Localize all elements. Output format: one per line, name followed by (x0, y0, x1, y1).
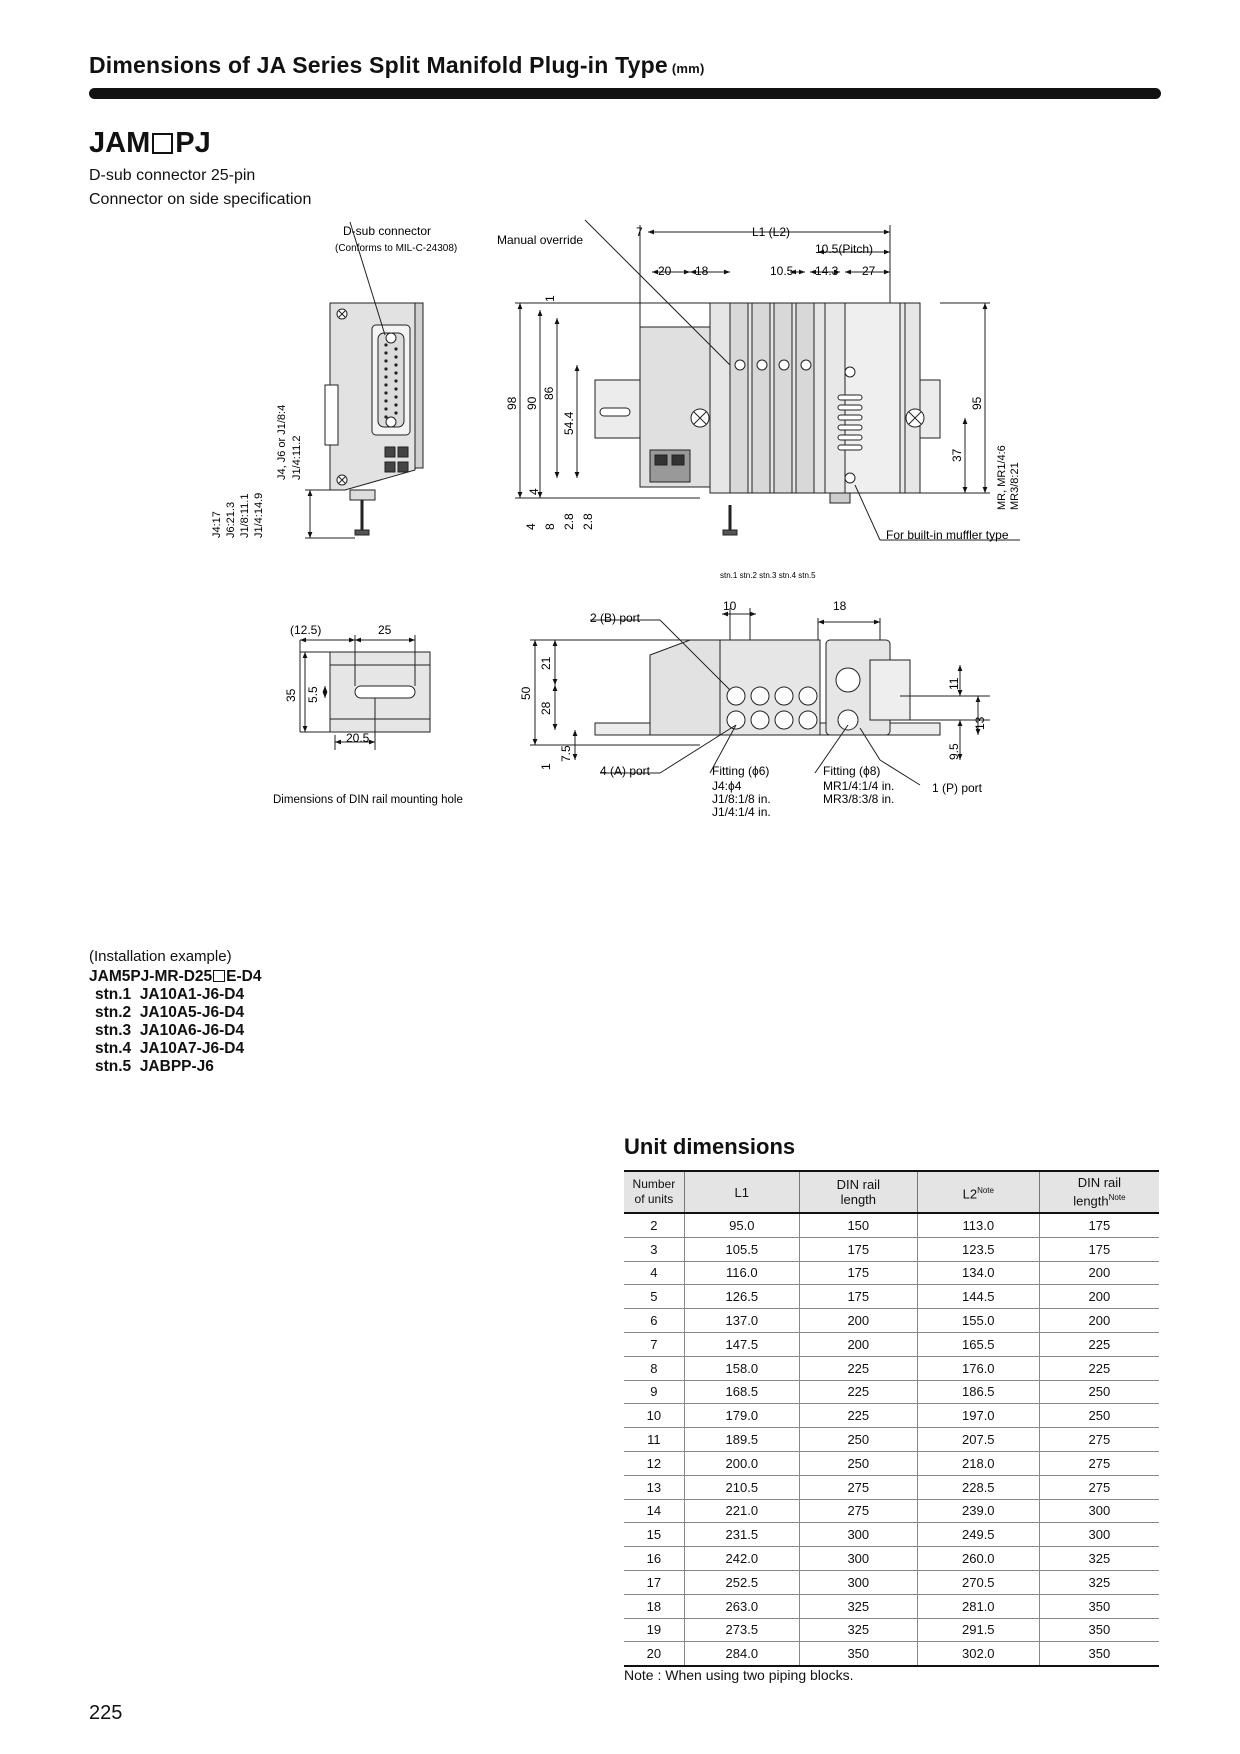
table-cell: 18 (624, 1594, 684, 1618)
dim-side-b: J1/4:11.2 (291, 435, 303, 480)
table-cell: 207.5 (917, 1428, 1039, 1452)
fitting-8-mr38: MR3/8:3/8 in. (823, 792, 895, 806)
table-cell: 200 (799, 1332, 917, 1356)
table-cell: 242.0 (684, 1547, 799, 1571)
dim-18: 18 (695, 264, 709, 278)
table-cell: 200 (1039, 1309, 1159, 1333)
table-cell: 4 (624, 1261, 684, 1285)
table-cell: 116.0 (684, 1261, 799, 1285)
table-cell: 176.0 (917, 1356, 1039, 1380)
dim-bottom-10: 10 (723, 599, 737, 613)
table-cell: 252.5 (684, 1570, 799, 1594)
table-cell: 175 (799, 1237, 917, 1261)
table-cell: 8 (624, 1356, 684, 1380)
dim-35: 35 (284, 688, 298, 702)
installation-station-4: stn.4 JA10A7-J6-D4 (95, 1040, 245, 1057)
table-cell: 225 (799, 1356, 917, 1380)
table-cell: 302.0 (917, 1642, 1039, 1666)
dsub-label: D-sub connector (343, 224, 432, 238)
subtitle-line-2: Connector on side specification (89, 191, 312, 208)
table-cell: 155.0 (917, 1309, 1039, 1333)
dim-37: 37 (950, 448, 964, 462)
muffler-label: For built-in muffler type (886, 528, 1009, 542)
station-labels: stn.1 stn.2 stn.3 stn.4 stn.5 (720, 571, 816, 580)
dim-20: 20 (658, 264, 672, 278)
dim-95: 95 (970, 396, 984, 410)
fitting-6-j14: J1/4:1/4 in. (712, 805, 771, 819)
dim-l1-l2: L1 (L2) (752, 225, 791, 239)
port-a-label: 4 (A) port (600, 764, 651, 778)
table-cell: 144.5 (917, 1285, 1039, 1309)
table-cell: 16 (624, 1547, 684, 1571)
dim-pitch: 10.5(Pitch) (815, 242, 874, 256)
table-cell: 273.5 (684, 1618, 799, 1642)
table-cell: 6 (624, 1309, 684, 1333)
dim-54-4: 54.4 (562, 411, 576, 435)
table-row (624, 1475, 1159, 1499)
table-cell: 270.5 (917, 1570, 1039, 1594)
dim-7: 7 (636, 225, 643, 239)
table-cell: 225 (799, 1404, 917, 1428)
table-cell: 175 (1039, 1237, 1159, 1261)
table-cell: 225 (1039, 1356, 1159, 1380)
table-cell: 350 (1039, 1594, 1159, 1618)
table-note: Note : When using two piping blocks. (624, 1667, 854, 1683)
dim-90: 90 (525, 396, 539, 410)
dim-side-c1: J4:17 (211, 511, 223, 538)
table-cell: 7 (624, 1332, 684, 1356)
table-cell: 210.5 (684, 1475, 799, 1499)
dim-8: 8 (543, 523, 557, 530)
table-cell: 218.0 (917, 1451, 1039, 1475)
table-cell: 19 (624, 1618, 684, 1642)
table-row (624, 1642, 1159, 1666)
table-cell: 249.5 (917, 1523, 1039, 1547)
table-cell: 113.0 (917, 1213, 1039, 1237)
installation-station-5: stn.5 JABPP-J6 (95, 1058, 214, 1075)
table-row (624, 1499, 1159, 1523)
din-hole-caption: Dimensions of DIN rail mounting hole (273, 794, 463, 806)
dim-4b: 4 (524, 523, 538, 530)
dim-10-5: 10.5 (770, 264, 794, 278)
table-cell: 165.5 (917, 1332, 1039, 1356)
installation-station-2: stn.2 JA10A5-J6-D4 (95, 1004, 245, 1021)
page-number: 225 (89, 1702, 123, 1724)
table-row (624, 1404, 1159, 1428)
dim-mr1: MR, MR1/4:6 (996, 445, 1008, 510)
installation-heading: (Installation example) (89, 948, 232, 965)
table-cell: 17 (624, 1570, 684, 1594)
unit-label: (mm) (671, 61, 705, 76)
table-cell: 350 (799, 1642, 917, 1666)
dim-side-c2: J6:21.3 (225, 501, 237, 538)
table-cell: 150 (799, 1213, 917, 1237)
table-cell: 225 (1039, 1332, 1159, 1356)
table-cell: 221.0 (684, 1499, 799, 1523)
table-cell: 275 (1039, 1475, 1159, 1499)
table-cell: 20 (624, 1642, 684, 1666)
dim-50: 50 (519, 686, 533, 700)
table-cell: 260.0 (917, 1547, 1039, 1571)
table-cell: 175 (1039, 1213, 1159, 1237)
dim-28: 28 (539, 701, 553, 715)
page-title: Dimensions of JA Series Split Manifold Plug-in Type (mm) (89, 52, 705, 78)
installation-station-1: stn.1 JA10A1-J6-D4 (95, 986, 245, 1003)
table-cell: 10 (624, 1404, 684, 1428)
dim-4a: 4 (527, 488, 541, 495)
table-cell: 15 (624, 1523, 684, 1547)
table-cell: 250 (1039, 1404, 1159, 1428)
model-title: JAM PJ (89, 127, 211, 159)
dim-side-a: J4, J6 or J1/8:4 (276, 404, 288, 480)
table-cell: 186.5 (917, 1380, 1039, 1404)
table-cell: 300 (1039, 1523, 1159, 1547)
dsub-note: (Conforms to MIL-C-24308) (335, 243, 458, 254)
table-cell: 350 (1039, 1618, 1159, 1642)
table-cell: 200 (799, 1309, 917, 1333)
fitting-8-mr14: MR1/4:1/4 in. (823, 779, 895, 793)
table-row (624, 1380, 1159, 1404)
table-cell: 300 (799, 1570, 917, 1594)
dim-7-5: 7.5 (559, 745, 573, 762)
table-cell: 250 (799, 1428, 917, 1452)
table-cell: 281.0 (917, 1594, 1039, 1618)
table-cell: 275 (799, 1499, 917, 1523)
dim-13: 13 (973, 716, 987, 730)
table-cell: 225 (799, 1380, 917, 1404)
table-cell: 325 (799, 1594, 917, 1618)
table-cell: 179.0 (684, 1404, 799, 1428)
table-cell: 175 (799, 1285, 917, 1309)
table-cell: 300 (799, 1547, 917, 1571)
table-header-row (624, 1171, 1159, 1213)
dim-25: 25 (378, 623, 392, 637)
installation-placeholder-box (213, 970, 225, 982)
table-cell: 147.5 (684, 1332, 799, 1356)
table-cell: 123.5 (917, 1237, 1039, 1261)
header-din-2: DIN rail length$^{Note}$ (1039, 1171, 1159, 1213)
table-cell: 137.0 (684, 1309, 799, 1333)
table-cell: 9 (624, 1380, 684, 1404)
table-cell: 239.0 (917, 1499, 1039, 1523)
installation-model: JAM5PJ-MR-D25 E-D4 (89, 968, 262, 985)
table-cell: 325 (799, 1618, 917, 1642)
table-row (624, 1261, 1159, 1285)
table-row (624, 1547, 1159, 1571)
unit-dimensions-title: Unit dimensions (624, 1134, 796, 1159)
dim-bottom-1: 1 (539, 763, 553, 770)
table-cell: 134.0 (917, 1261, 1039, 1285)
table-cell: 14 (624, 1499, 684, 1523)
dim-21: 21 (539, 656, 553, 670)
dim-1: 1 (543, 295, 557, 302)
port-b-label: 2 (B) port (590, 611, 641, 625)
table-cell: 189.5 (684, 1428, 799, 1452)
dim-98: 98 (505, 396, 519, 410)
table-cell: 275 (1039, 1428, 1159, 1452)
table-cell: 228.5 (917, 1475, 1039, 1499)
table-cell: 350 (1039, 1642, 1159, 1666)
dim-12-5: (12.5) (290, 623, 322, 637)
table-row (624, 1213, 1159, 1237)
table-cell: 175 (799, 1261, 917, 1285)
port-p-label: 1 (P) port (932, 781, 983, 795)
table-cell: 2 (624, 1213, 684, 1237)
dim-2-8a: 2.8 (562, 513, 576, 530)
table-cell: 325 (1039, 1570, 1159, 1594)
table-row (624, 1570, 1159, 1594)
table-cell: 11 (624, 1428, 684, 1452)
table-cell: 284.0 (684, 1642, 799, 1666)
table-cell: 275 (799, 1475, 917, 1499)
table-row (624, 1451, 1159, 1475)
table-cell: 126.5 (684, 1285, 799, 1309)
subtitle-line-1: D-sub connector 25-pin (89, 167, 256, 184)
table-cell: 200 (1039, 1261, 1159, 1285)
installation-station-3: stn.3 JA10A6-J6-D4 (95, 1022, 245, 1039)
table-row (624, 1428, 1159, 1452)
table-cell: 168.5 (684, 1380, 799, 1404)
table-cell: 200.0 (684, 1451, 799, 1475)
table-cell: 250 (1039, 1380, 1159, 1404)
table-cell: 263.0 (684, 1594, 799, 1618)
dim-11: 11 (947, 677, 961, 690)
fitting-6-j18: J1/8:1/8 in. (712, 792, 771, 806)
dim-mr2: MR3/8:21 (1009, 462, 1021, 510)
table-row (624, 1618, 1159, 1642)
dim-2-8b: 2.8 (581, 513, 595, 530)
fitting-8-label: Fitting (ϕ8) (823, 764, 881, 778)
table-cell: 250 (799, 1451, 917, 1475)
header-l1: L1 (684, 1171, 799, 1213)
bottom-view (530, 608, 990, 785)
table-cell: 105.5 (684, 1237, 799, 1261)
side-view (305, 222, 423, 538)
table-cell: 231.5 (684, 1523, 799, 1547)
header-din-1: DIN rail length (799, 1171, 917, 1213)
dim-9-5: 9.5 (947, 743, 961, 760)
dim-side-c4: J1/4:14.9 (253, 492, 265, 538)
table-cell: 200 (1039, 1285, 1159, 1309)
table-cell: 5 (624, 1285, 684, 1309)
dim-86: 86 (542, 386, 556, 400)
dim-20-5: 20.5 (346, 731, 370, 745)
table-row (624, 1309, 1159, 1333)
table-cell: 300 (1039, 1499, 1159, 1523)
table-row (624, 1237, 1159, 1261)
technical-drawings (0, 0, 1240, 840)
table-row (624, 1285, 1159, 1309)
front-view (515, 220, 1020, 540)
dim-bottom-18: 18 (833, 599, 847, 613)
manual-override-label: Manual override (497, 233, 584, 247)
dim-5-5: 5.5 (306, 686, 320, 703)
table-cell: 158.0 (684, 1356, 799, 1380)
header-l2: $L2^{Note}$ (917, 1171, 1039, 1213)
table-cell: 275 (1039, 1451, 1159, 1475)
unit-dimensions-table (624, 1170, 1159, 1667)
table-cell: 12 (624, 1451, 684, 1475)
table-row (624, 1356, 1159, 1380)
table-body (624, 1213, 1159, 1666)
table-cell: 197.0 (917, 1404, 1039, 1428)
table-cell: 95.0 (684, 1213, 799, 1237)
fitting-6-j4: J4:ϕ4 (712, 779, 742, 793)
table-cell: 325 (1039, 1547, 1159, 1571)
table-cell: 3 (624, 1237, 684, 1261)
table-row (624, 1332, 1159, 1356)
dim-14-3: 14.3 (815, 264, 839, 278)
header-units: Number of units (624, 1171, 684, 1213)
table-cell: 13 (624, 1475, 684, 1499)
table-cell: 300 (799, 1523, 917, 1547)
table-row (624, 1523, 1159, 1547)
table-row (624, 1594, 1159, 1618)
dim-27: 27 (862, 264, 876, 278)
dim-side-c3: J1/8:11.1 (239, 493, 251, 538)
table-cell: 291.5 (917, 1618, 1039, 1642)
fitting-6-label: Fitting (ϕ6) (712, 764, 770, 778)
